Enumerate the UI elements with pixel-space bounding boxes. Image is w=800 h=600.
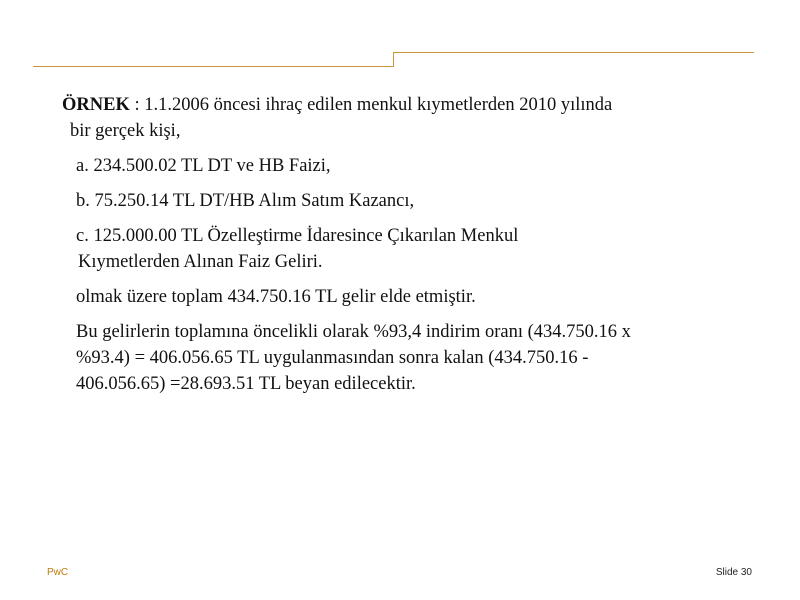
footer-brand: PwC [47, 567, 69, 578]
item-b [62, 188, 752, 214]
item-c-line-1: c. 125.000.00 TL Özelleştirme İdaresince Çıkarılan Menkul [76, 226, 519, 246]
header-rule-right [393, 52, 754, 53]
calculation-paragraph [62, 319, 752, 397]
intro-paragraph [62, 92, 752, 144]
calc-line-2: %93.4) = 406.056.65 TL uygulanmasından sonra kalan (434.750.16 - [76, 348, 589, 368]
header-rule-step [393, 52, 394, 67]
example-label: ÖRNEK [62, 95, 130, 115]
slide-number: Slide 30 [715, 567, 752, 578]
item-a-text: a. 234.500.02 TL DT ve HB Faizi, [76, 156, 331, 176]
intro-line-1 [62, 92, 752, 118]
intro-text-1: : 1.1.2006 öncesi ihraç edilen menkul kıymetlerden 2010 yılında [129, 95, 613, 115]
item-c [62, 223, 752, 275]
item-a [62, 153, 752, 179]
header-rule-left [33, 66, 393, 67]
item-b-text: b. 75.250.14 TL DT/HB Alım Satım Kazancı, [76, 191, 415, 211]
slide-body [62, 92, 752, 406]
total-line: olmak üzere toplam 434.750.16 TL gelir elde etmiştir. [76, 287, 476, 307]
total-paragraph [62, 284, 752, 310]
calc-line-1: Bu gelirlerin toplamına öncelikli olarak %93,4 indirim oranı (434.750.16 x [76, 322, 631, 342]
intro-line-2: bir gerçek kişi, [70, 121, 181, 141]
calc-line-3: 406.056.65) =28.693.51 TL beyan edilecektir. [76, 374, 416, 394]
item-c-line-2: Kıymetlerden Alınan Faiz Geliri. [78, 252, 323, 272]
